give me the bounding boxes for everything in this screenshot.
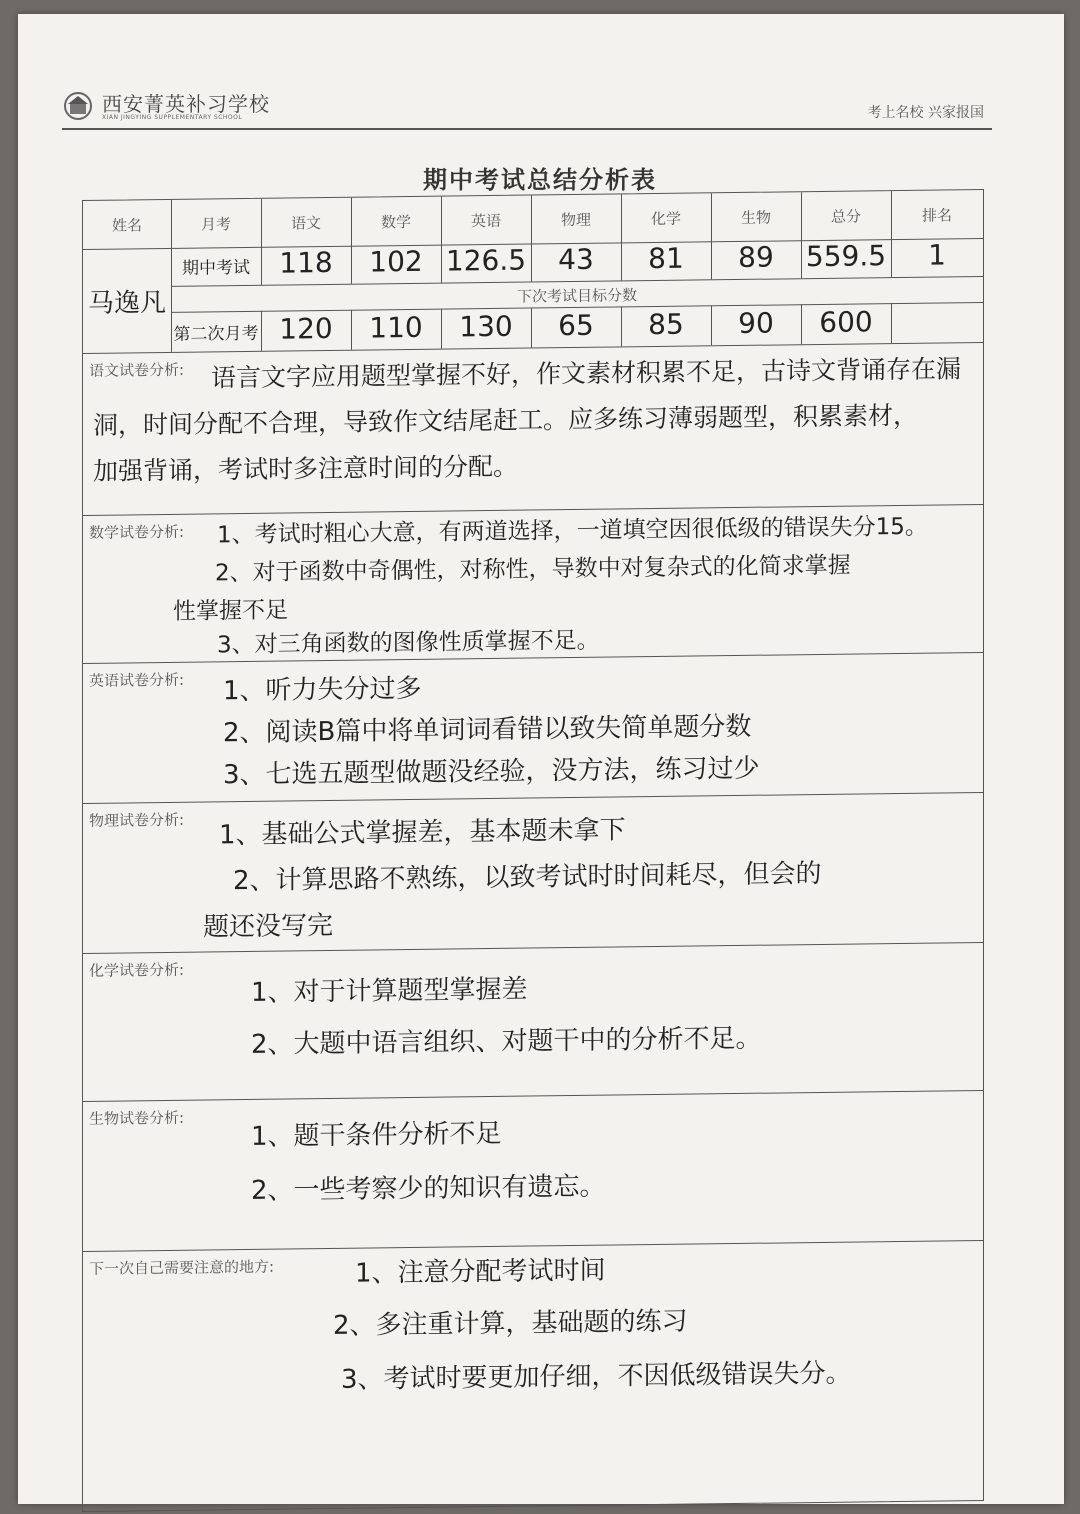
form-title: 期中考试总结分析表 bbox=[423, 165, 657, 194]
header-cell: 数学 bbox=[380, 212, 411, 232]
analysis-line: 2、多注重计算，基础题的练习 bbox=[333, 1306, 688, 1341]
grid-line bbox=[801, 304, 802, 344]
analysis-line: 性掌握不足 bbox=[173, 597, 288, 625]
section-label: 化学试卷分析: bbox=[89, 960, 185, 980]
header-cell: 语文 bbox=[290, 214, 321, 233]
grid-line bbox=[261, 199, 262, 285]
analysis-line: 1、注意分配考试时间 bbox=[355, 1255, 606, 1289]
header-cell: 姓名 bbox=[111, 216, 142, 235]
grid-line bbox=[531, 196, 532, 282]
chinese-analysis-section bbox=[83, 342, 983, 516]
target-caption: 下次考试目标分数 bbox=[516, 286, 637, 306]
analysis-line: 加强背诵，考试时多注意时间的分配。 bbox=[93, 451, 519, 486]
score-cell: 81 bbox=[648, 241, 684, 276]
analysis-table bbox=[82, 189, 984, 1512]
analysis-line: 洞，时间分配不合理，导致作文结尾赶工。应多练习薄弱题型，积累素材， bbox=[93, 400, 919, 440]
analysis-line: 3、考试时要更加仔细，不因低级错误失分。 bbox=[341, 1358, 852, 1395]
analysis-line: 1、考试时粗心大意，有两道选择，一道填空因很低级的错误失分15。 bbox=[217, 513, 928, 549]
score-cell: 118 bbox=[279, 245, 333, 280]
grid-line bbox=[441, 197, 442, 283]
letterhead bbox=[62, 88, 992, 130]
grid-line bbox=[351, 310, 352, 350]
analysis-line: 1、题干条件分析不足 bbox=[251, 1118, 502, 1152]
grid-line bbox=[171, 200, 172, 352]
grid-line bbox=[351, 198, 352, 284]
physics-analysis-section bbox=[83, 792, 983, 954]
english-analysis-section bbox=[83, 652, 983, 804]
header-cell: 化学 bbox=[650, 209, 681, 229]
header-cell: 排名 bbox=[921, 206, 952, 225]
header-cell: 生物 bbox=[740, 208, 771, 227]
grid-line bbox=[891, 191, 892, 277]
school-slogan: 考上名校 兴家报国 bbox=[867, 105, 984, 121]
next-time-notes-section bbox=[83, 1240, 983, 1422]
score-cell: 559.5 bbox=[805, 239, 887, 274]
score-cell: 43 bbox=[558, 242, 594, 277]
section-label: 生物试卷分析: bbox=[89, 1108, 185, 1128]
target-cell: 65 bbox=[558, 308, 594, 343]
grid-line bbox=[531, 308, 532, 348]
grid-line bbox=[711, 305, 712, 345]
grid-line bbox=[801, 192, 802, 278]
score-cell: 126.5 bbox=[445, 243, 527, 278]
student-name: 马逸凡 bbox=[87, 287, 166, 319]
analysis-line: 3、七选五题型做题没经验，没方法，练习过少 bbox=[223, 753, 760, 791]
exam-label: 期中考试 bbox=[182, 257, 250, 279]
section-label: 数学试卷分析: bbox=[89, 522, 185, 542]
header-cell: 英语 bbox=[470, 211, 501, 231]
analysis-line: 3、对三角函数的图像性质掌握不足。 bbox=[217, 627, 600, 659]
section-label: 语文试卷分析: bbox=[89, 360, 185, 380]
analysis-line: 语言文字应用题型掌握不好，作文素材积累不足，古诗文背诵存在漏 bbox=[211, 354, 962, 393]
header-cell: 总分 bbox=[830, 207, 861, 226]
analysis-line: 2、一些考察少的知识有遗忘。 bbox=[251, 1171, 606, 1206]
grid-line bbox=[891, 303, 892, 343]
section-label: 下一次自己需要注意的地方: bbox=[89, 1257, 275, 1278]
target-cell: 110 bbox=[369, 310, 423, 345]
score-cell: 89 bbox=[738, 240, 774, 274]
target-cell bbox=[891, 304, 983, 305]
section-label: 英语试卷分析: bbox=[89, 670, 185, 690]
grid-line bbox=[621, 306, 622, 346]
school-logo-icon bbox=[62, 90, 94, 122]
score-cell: 102 bbox=[369, 244, 423, 279]
target-cell: 85 bbox=[648, 307, 684, 342]
target-cell: 600 bbox=[819, 305, 873, 339]
header-cell: 月考 bbox=[200, 215, 231, 234]
target-cell: 90 bbox=[738, 306, 774, 340]
chemistry-analysis-section bbox=[83, 942, 983, 1102]
school-name: 西安菁英补习学校 bbox=[102, 92, 270, 116]
analysis-line: 1、对于计算题型掌握差 bbox=[251, 974, 528, 1008]
target-cell: 120 bbox=[279, 311, 333, 346]
analysis-line: 2、大题中语言组织、对题干中的分析不足。 bbox=[251, 1023, 762, 1060]
grid-line bbox=[441, 309, 442, 349]
analysis-line: 1、听力失分过多 bbox=[223, 673, 422, 707]
score-cell: 1 bbox=[928, 238, 946, 272]
grid-line bbox=[621, 194, 622, 280]
math-analysis-section bbox=[83, 504, 983, 664]
analysis-line: 1、基础公式掌握差，基本题未拿下 bbox=[219, 815, 626, 851]
grid-line bbox=[711, 193, 712, 279]
analysis-line: 2、对于函数中奇偶性，对称性，导数中对复杂式的化简求掌握 bbox=[215, 552, 851, 587]
analysis-line: 2、计算思路不熟练，以致考试时时间耗尽，但会的 bbox=[233, 858, 822, 897]
header-cell: 物理 bbox=[560, 210, 591, 230]
grid-line bbox=[261, 311, 262, 351]
section-label: 物理试卷分析: bbox=[89, 810, 185, 830]
biology-analysis-section bbox=[83, 1090, 983, 1252]
target-cell: 130 bbox=[459, 309, 513, 344]
analysis-line: 2、阅读B篇中将单词词看错以致失简单题分数 bbox=[223, 711, 752, 749]
school-name-english-logo-text: XIAN JINGYING SUPPLEMENTARY SCHOOL bbox=[102, 114, 243, 121]
target-label: 第二次月考 bbox=[173, 323, 259, 345]
analysis-line: 题还没写完 bbox=[203, 910, 334, 943]
